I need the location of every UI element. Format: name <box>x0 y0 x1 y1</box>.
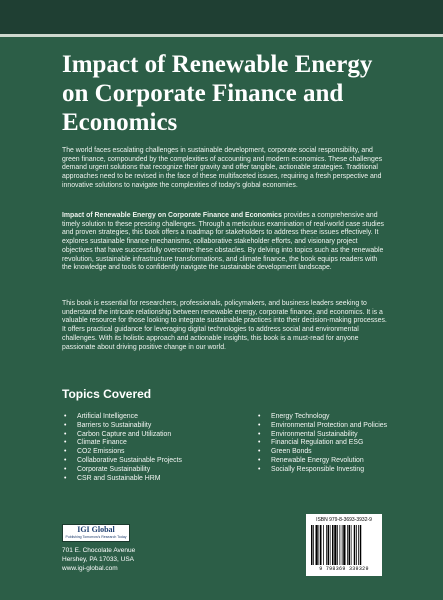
barcode-bar <box>358 525 359 565</box>
topic-item: • Financial Regulation and ESG <box>256 439 431 448</box>
barcode-bar <box>342 525 343 565</box>
publisher-logo <box>62 524 130 542</box>
address-line-1: 701 E. Chocolate Avenue <box>62 547 136 554</box>
barcode-bar <box>337 525 338 565</box>
topics-list-right <box>256 413 431 475</box>
topic-item: • Energy Technology <box>256 413 431 422</box>
description-paragraph-2 <box>62 212 388 273</box>
publisher-logo-tagline: Publishing Tomorrow's Research Today <box>65 535 127 539</box>
top-band <box>0 0 443 34</box>
barcode-bar <box>328 525 330 565</box>
address-line-2: Hershey, PA 17033, USA <box>62 556 135 563</box>
barcode-bar <box>326 525 327 565</box>
topic-item: • Environmental Protection and Policies <box>256 422 431 431</box>
topics-list-left <box>62 413 237 483</box>
publisher-address <box>62 546 135 573</box>
barcode-bar <box>349 525 351 565</box>
barcode-bar <box>347 525 348 565</box>
barcode-bar <box>323 525 324 565</box>
publisher-logo-name: IGI Global <box>77 525 115 534</box>
barcode-bar <box>316 525 318 565</box>
barcode-bar <box>311 525 313 565</box>
barcode-bar <box>320 525 322 565</box>
publisher-website: www.igi-global.com <box>62 565 118 572</box>
topic-item: • Artificial Intelligence <box>62 413 237 422</box>
paragraph-2-book-title: Impact of Renewable Energy on Corporate Finance and Economics <box>62 212 282 219</box>
book-title: Impact of Renewable Energy on Corporate Finance and Economics <box>62 51 373 136</box>
barcode-bar <box>330 525 331 565</box>
description-paragraph-3: This book is essential for researchers, professionals, policymakers, and business leaders seeking to understand the intricate relationship between renewable energy, corporate finance, and economics. It is a valuable resource for those looking to integrate sustainable practices into their decision-making processes. It offers practical guidance for leveraging digital technologies to address social and environmental challenges. With its holistic approach and actionable insights, this book is a must-read for anyone passionate about driving positive change in our world. <box>62 300 387 351</box>
paragraph-2-text: provides a comprehensive and timely solution to these pressing challenges. Through a meticulous examination of real-world case studies and proven strategies, this book offers a roadmap for stakeholders to address these issues effectively. It explores sustainable finance mechanisms, collaborative stakeholder efforts, and visionary project objectives that have successfully overcome these obstacles. By delving into topics such as the renewable revolution, sustainable infrastructure transformations, and climate finance, the book equips readers with the knowledge and tools to confidently navigate the sustainable development landscape. <box>62 212 384 272</box>
barcode-bar <box>319 525 320 565</box>
topic-item: • Collaborative Sustainable Projects <box>62 457 237 466</box>
topic-item: • Corporate Sustainability <box>62 466 237 475</box>
barcode-bar <box>360 525 362 565</box>
topic-item: • Green Bonds <box>256 448 431 457</box>
barcode-bar <box>313 525 314 565</box>
barcode-bar <box>356 525 357 565</box>
barcode-bar <box>340 525 341 565</box>
topics-heading: Topics Covered <box>62 387 152 401</box>
barcode-digits: 9 798369 339329 <box>319 566 369 572</box>
topic-item: • Socially Responsible Investing <box>256 466 431 475</box>
topic-item: • Renewable Energy Revolution <box>256 457 431 466</box>
barcode-bar <box>343 525 345 565</box>
barcode-bar <box>334 525 336 565</box>
barcode-bars <box>311 525 377 565</box>
isbn-barcode <box>306 514 382 576</box>
description-paragraph-1: The world faces escalating challenges in sustainable development, corporate social responsibility, and green finance, compounded by the complexities of accounting and modern economics. These challenges demand urgent solutions that recognize their gravity and offer tangible, actionable strategies. Traditional approaches need to be revised in the face of these multifaceted issues, requiring a fresh perspective and innovative solutions to navigate the complexities of today's global economies. <box>62 147 383 189</box>
barcode-bar <box>332 525 334 565</box>
topic-item: • Environmental Sustainability <box>256 431 431 440</box>
isbn-label: ISBN 979-8-3693-3932-9 <box>316 517 372 523</box>
top-divider-line <box>0 34 443 37</box>
topic-item: • Carbon Capture and Utilization <box>62 431 237 440</box>
topic-item: • Barriers to Sustainability <box>62 422 237 431</box>
barcode-bar <box>354 525 356 565</box>
topic-item: • CO2 Emissions <box>62 448 237 457</box>
topic-item: • Climate Finance <box>62 439 237 448</box>
topic-item: • CSR and Sustainable HRM <box>62 475 237 484</box>
barcode-bar <box>351 525 352 565</box>
